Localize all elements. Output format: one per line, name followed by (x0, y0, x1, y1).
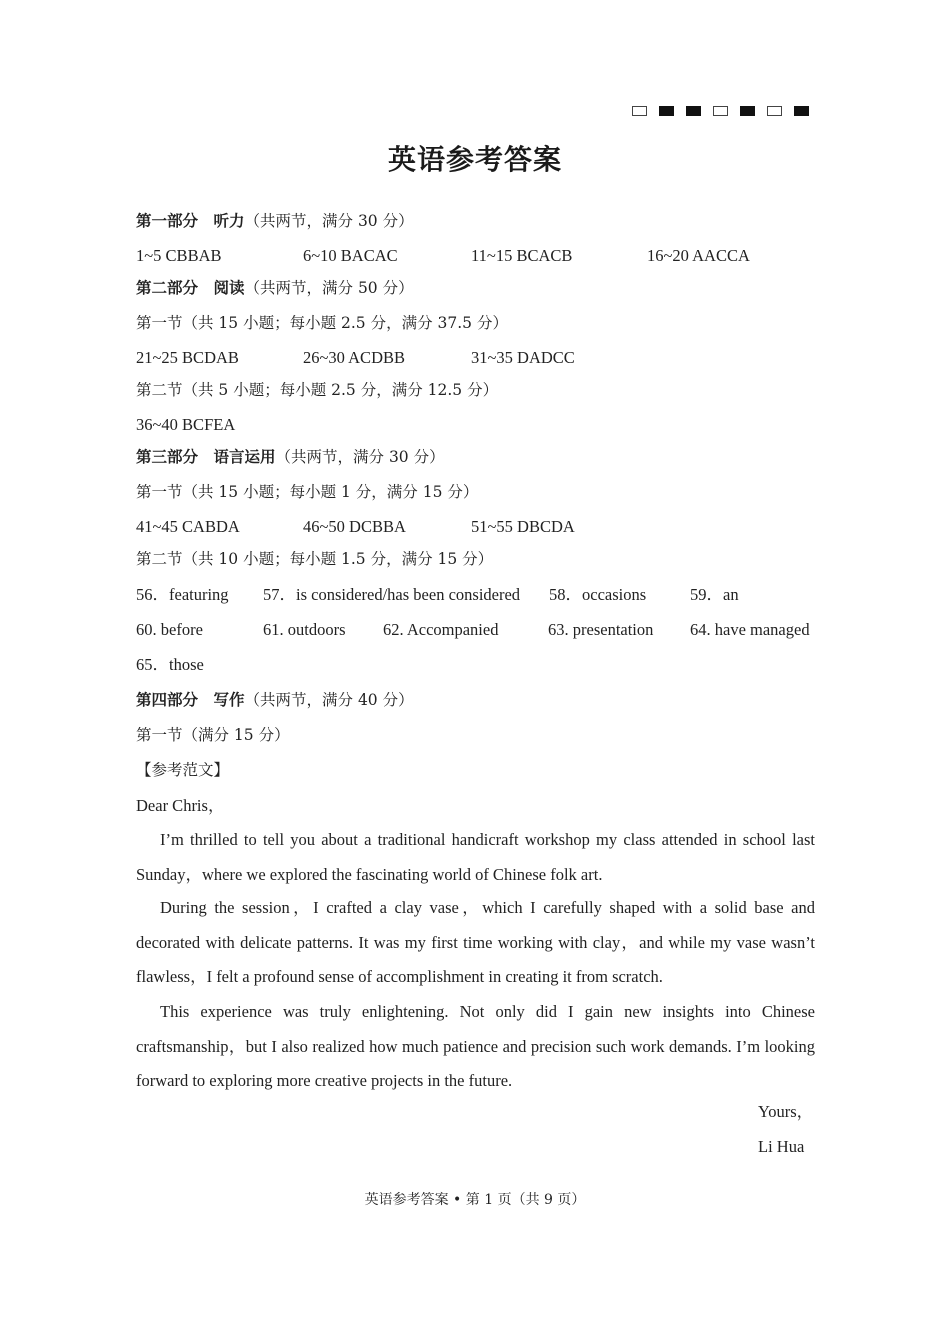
fill-answer: 59．an (690, 585, 739, 604)
answer-group: 31~35 DADCC (471, 348, 575, 367)
answer-group: 1~5 CBBAB (136, 246, 222, 265)
header-mark (659, 106, 674, 116)
letter-closing: Yours， (758, 1102, 814, 1121)
letter-paragraph: This experience was truly enlightening. Not only did I gain new insights into Chinese craftsmanship，but I also realized how much patience and precision such work demands. I’m looking forward to exploring more creative projects in the future. (136, 1002, 815, 1090)
part2-section1-title: 第一节（共 15 小题；每小题 2.5 分，满分 37.5 分） (136, 314, 508, 332)
part4-heading-bold: 第四部分 写作 (136, 691, 245, 709)
letter-signature: Li Hua (758, 1137, 805, 1156)
page-footer: 英语参考答案 • 第 1 页（共 9 页） (364, 1192, 586, 1208)
answer-group: 36~40 BCFEA (136, 415, 236, 434)
answer-group: 11~15 BCACB (471, 246, 573, 265)
fill-answer: 58．occasions (549, 585, 647, 604)
part2-section2-title: 第二节（共 5 小题；每小题 2.5 分，满分 12.5 分） (136, 381, 499, 399)
fill-answer: 60. before (136, 620, 203, 639)
answer-group: 51~55 DBCDA (471, 517, 575, 536)
header-mark (632, 106, 647, 116)
fill-answer: 56．featuring (136, 585, 229, 604)
part3-section1-title: 第一节（共 15 小题；每小题 1 分，满分 15 分） (136, 483, 479, 501)
header-mark (767, 106, 782, 116)
part1-heading-rest: （共两节，满分 30 分） (244, 212, 414, 230)
answer-group: 16~20 AACCA (647, 246, 750, 265)
letter-greeting: Dear Chris， (136, 796, 225, 815)
part3-heading-rest: （共两节，满分 30 分） (275, 448, 445, 466)
part2-heading-bold: 第二部分 阅读 (136, 279, 245, 297)
answer-group: 6~10 BACAC (303, 246, 398, 265)
answer-group: 26~30 ACDBB (303, 348, 405, 367)
answer-group: 21~25 BCDAB (136, 348, 239, 367)
part2-heading (136, 278, 414, 298)
part2-heading-rest: （共两节，满分 50 分） (244, 279, 414, 297)
fill-answer: 57．is considered/has been considered (263, 585, 521, 604)
header-marks (632, 106, 821, 116)
header-mark (794, 106, 809, 116)
fill-answer: 62. Accompanied (383, 620, 499, 639)
fill-answer: 64. have managed (690, 620, 810, 639)
header-mark (740, 106, 755, 116)
fill-answer: 63. presentation (548, 620, 654, 639)
part4-heading (136, 690, 414, 710)
answer-group: 46~50 DCBBA (303, 517, 406, 536)
part3-section2-title: 第二节（共 10 小题；每小题 1.5 分，满分 15 分） (136, 550, 494, 568)
fill-answer: 65．those (136, 655, 204, 674)
header-mark (686, 106, 701, 116)
part1-heading-bold: 第一部分 听力 (136, 212, 245, 230)
fill-answer: 61. outdoors (263, 620, 346, 639)
letter-paragraph: During the session，I crafted a clay vase，which I carefully shaped with a solid base and decorated with delicate patterns. It was my first time working with clay，and while my vase wasn’t flawless，I felt a profound sense of accomplishment in creating it from scratch. (136, 898, 815, 986)
letter-paragraph: I’m thrilled to tell you about a traditional handicraft workshop my class attended in school last Sunday，where we explored the fascinating world of Chinese folk art. (136, 830, 815, 884)
part4-section1-title: 第一节（满分 15 分） (136, 726, 290, 744)
part1-heading (136, 211, 414, 231)
part3-heading-bold: 第三部分 语言运用 (136, 448, 276, 466)
part4-heading-rest: （共两节，满分 40 分） (244, 691, 414, 709)
answer-group: 41~45 CABDA (136, 517, 240, 536)
page-title: 英语参考答案 (387, 143, 562, 176)
part3-heading (136, 447, 445, 467)
sample-essay-label: 【参考范文】 (136, 761, 230, 779)
header-mark (713, 106, 728, 116)
